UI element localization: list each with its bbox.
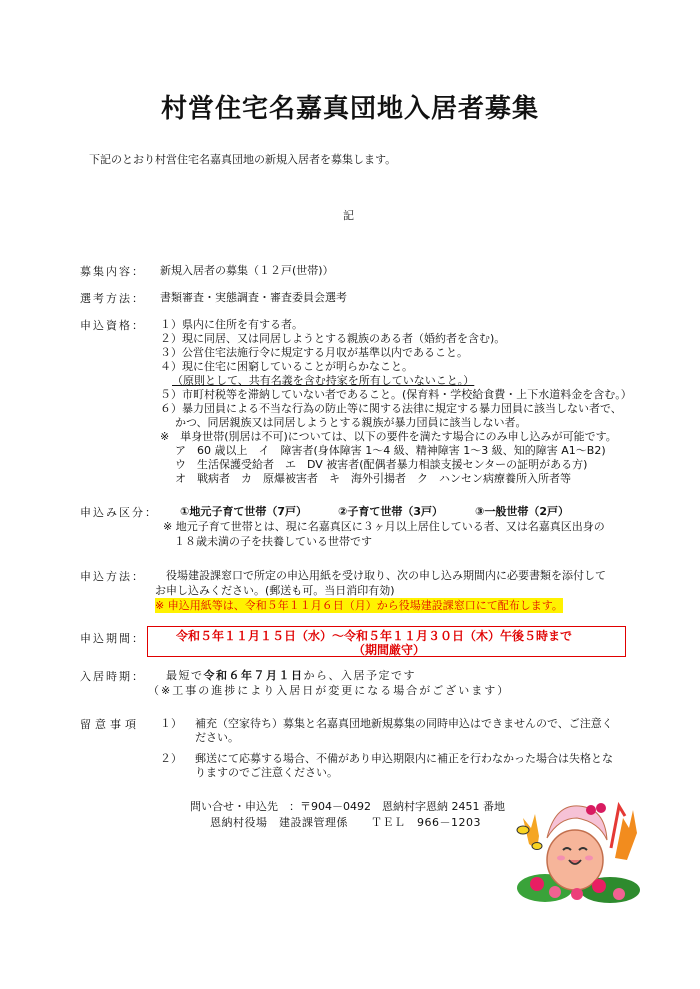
qualification-item: ウ 生活保護受給者 エ DV 被害者(配偶者暴力相談支援センターの証明がある方)	[175, 458, 588, 471]
recruit-label: 募集内容：	[80, 265, 145, 278]
note-number: ２）	[160, 752, 182, 765]
qualification-item: ※ 単身世帯(別居は不可)については、以下の要件を満たす場合にのみ申し込みが可能です。	[160, 430, 617, 443]
qualification-label: 申込資格：	[80, 319, 145, 332]
qualification-item: ３）公営住宅法施行令に規定する月収が基準以内であること。	[160, 346, 468, 359]
qualification-item: １）県内に住所を有する者。	[160, 318, 303, 331]
qualification-item: かつ、同居親族又は同居しようとする親族が暴力団員に該当しない者。	[175, 416, 527, 429]
move-in-note: （※工事の進捗により入居日が変更になる場合がございます）	[148, 684, 511, 697]
method-text: 役場建設課窓口で所定の申込用紙を受け取り、次の申し込み期間内に必要書類を添付して	[166, 569, 606, 582]
period-note: （期間厳守）	[353, 643, 426, 657]
move-in-post: から、入居予定です	[303, 669, 416, 682]
selection-label: 選考方法：	[80, 292, 145, 305]
method-text: お申し込みください。(郵送も可。当日消印有効)	[155, 584, 395, 597]
note-text: 郵送にて応募する場合、不備があり申込期限内に補正を行わなかった場合は失格とな	[195, 752, 613, 765]
qualification-item: ア 60 歳以上 イ 障害者(身体障害 1～4 級、精神障害 1～3 級、知的障害 A1～B2)	[175, 444, 606, 457]
category-option: ③一般世帯（2戸）	[475, 505, 569, 518]
qualification-item: ６）暴力団員による不当な行為の防止等に関する法律に規定する暴力団員に該当しない者で、	[160, 402, 622, 415]
category-option: ②子育て世帯（3戸）	[338, 505, 443, 518]
category-note: １８歳未満の子を扶養している世帯です	[174, 535, 372, 548]
qualification-item: （原則として、共有名義を含む持家を所有していないこと。）	[172, 374, 475, 387]
move-in-text	[166, 668, 416, 683]
qualification-item: ４）現に住宅に困窮していることが明らかなこと。	[160, 360, 413, 373]
note-text: りますのでご注意ください。	[195, 766, 338, 779]
move-in-date: 令和６年７月１日	[203, 669, 304, 682]
notes-label: 留意事項	[80, 718, 140, 731]
move-in-label: 入居時期：	[80, 670, 145, 683]
method-highlight: ※ 申込用紙等は、令和５年１１月６日（月）から役場建設課窓口にて配布します。	[155, 599, 563, 612]
selection-value: 書類審査・実態調査・審査委員会選考	[160, 291, 347, 304]
period-text: 令和５年１１月１５日（水）～令和５年１１月３０日（木）午後５時まで	[176, 629, 573, 643]
move-in-pre: 最短で	[166, 669, 204, 682]
period-label: 申込期間：	[80, 632, 145, 645]
qualification-item: ２）現に同居、又は同居しようとする親族のある者（婚約者を含む)。	[160, 332, 506, 345]
note-text: 補充（空家待ち）募集と名嘉真団地新規募集の同時申込はできませんので、ご注意く	[195, 717, 613, 730]
category-option: ①地元子育て世帯（7戸）	[180, 505, 307, 518]
recruit-value: 新規入居者の募集（１２戸(世帯)）	[160, 264, 334, 277]
note-number: １）	[160, 717, 182, 730]
category-note: ※ 地元子育て世帯とは、現に名嘉真区に３ヶ月以上居住している者、又は名嘉真区出身の	[163, 520, 605, 533]
intro-text: 下記のとおり村営住宅名嘉真団地の新規入居者を募集します。	[89, 153, 397, 166]
category-label: 申込み区分：	[80, 506, 158, 519]
note-text: ださい。	[195, 731, 239, 744]
mascot-illustration	[515, 788, 645, 908]
qualification-item: ５）市町村税等を滞納していない者であること。(保育料・学校給食費・上下水道料金を含む。）	[160, 388, 632, 401]
method-label: 申込方法：	[80, 570, 145, 583]
page-title: 村営住宅名嘉真団地入居者募集	[160, 94, 539, 124]
contact-phone: 恩納村役場 建設課管理係 ＴＥＬ 966－1203	[210, 816, 481, 829]
qualification-item: オ 戦病者 カ 原爆被害者 キ 海外引揚者 ク ハンセン病療養所入所者等	[175, 472, 571, 485]
ki-heading: 記	[343, 209, 354, 222]
contact-address: 問い合せ・申込先 ：〒904－0492 恩納村字恩納 2451 番地	[190, 800, 505, 813]
